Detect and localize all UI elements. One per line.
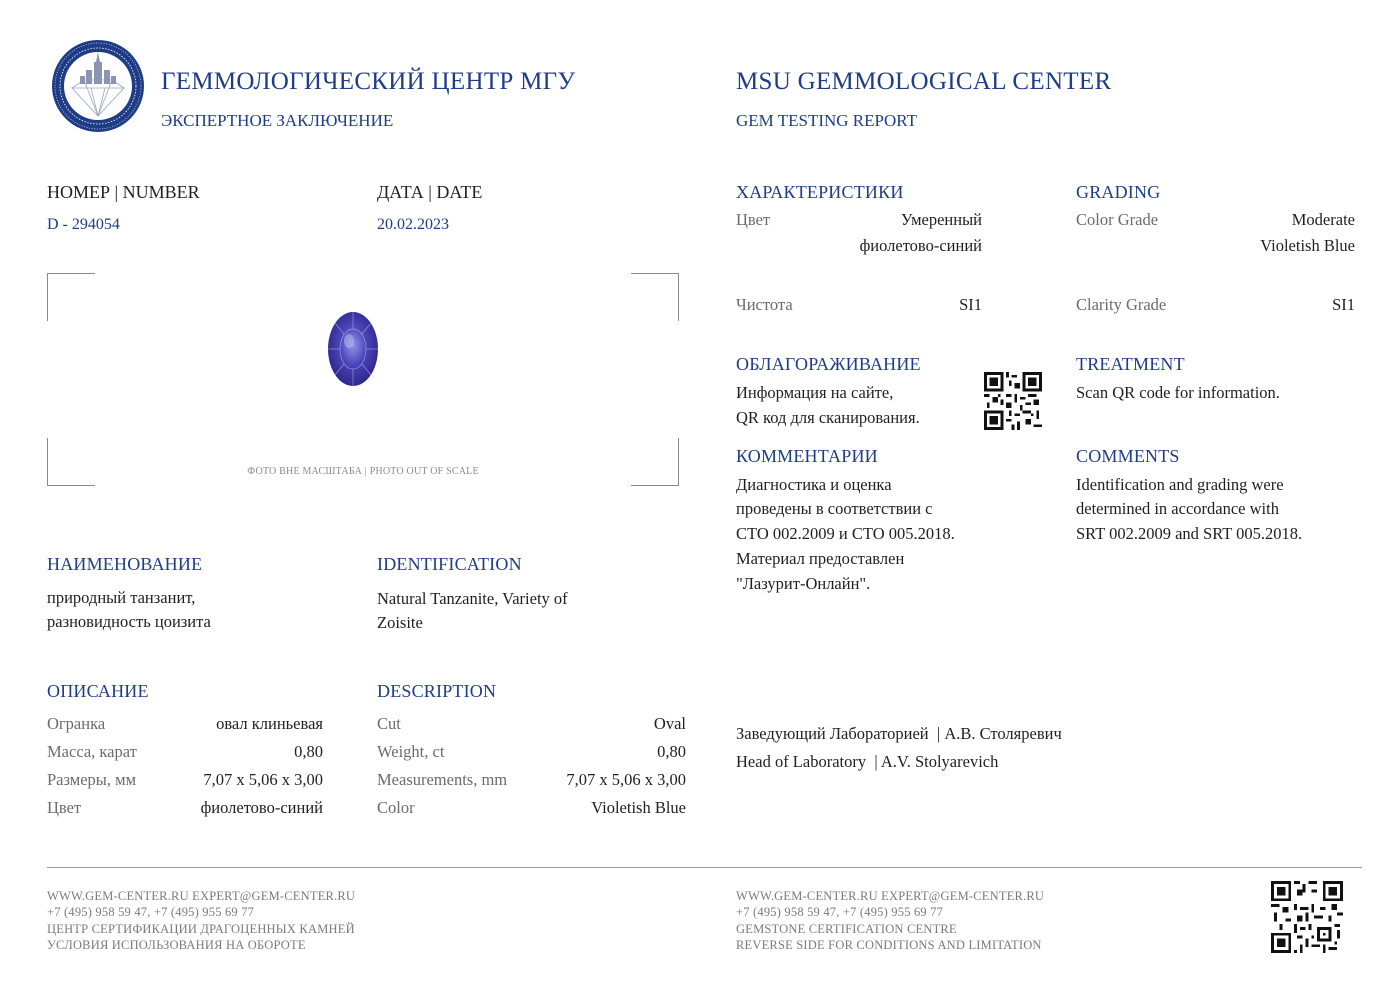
color-value-ru-line2: фиолетово-синий	[859, 236, 982, 255]
identification-text-en-line1: Natural Tanzanite, Variety of	[377, 589, 568, 608]
frame-corner	[631, 273, 679, 321]
header-title-en: MSU GEMMOLOGICAL CENTER	[736, 68, 1112, 95]
footer-conditions: REVERSE SIDE FOR CONDITIONS AND LIMITATION	[736, 937, 1042, 952]
comments-line-en: Identification and grading were	[1076, 475, 1284, 494]
row-key: Measurements, mm	[377, 770, 508, 789]
footer-phones: +7 (495) 958 59 47, +7 (495) 955 69 77	[47, 905, 255, 920]
comments-line-ru: проведены в соответствии с	[736, 499, 933, 518]
description-row-en	[377, 714, 686, 734]
comments-line-ru: Диагностика и оценка	[736, 475, 892, 494]
description-row-en	[377, 742, 686, 762]
frame-corner	[47, 273, 95, 321]
row-key: Масса, карат	[47, 742, 137, 761]
color-value-ru-line1: Умеренный	[900, 210, 982, 229]
comments-heading-en: COMMENTS	[1076, 446, 1180, 466]
footer-contacts: WWW.GEM-CENTER.RU EXPERT@GEM-CENTER.RU	[736, 889, 1045, 903]
row-value: 7,07 x 5,06 x 3,00	[566, 770, 686, 789]
footer-centre-name: ЦЕНТР СЕРТИФИКАЦИИ ДРАГОЦЕННЫХ КАМНЕЙ	[47, 921, 355, 936]
footer-conditions: УСЛОВИЯ ИСПОЛЬЗОВАНИЯ НА ОБОРОТЕ	[47, 937, 306, 952]
number-label: НОМЕР | NUMBER	[47, 182, 200, 202]
comments-line-ru: СТО 002.2009 и СТО 005.2018.	[736, 524, 955, 543]
footer-right	[736, 888, 1044, 953]
footer-qr-code-icon[interactable]	[1271, 881, 1343, 953]
description-row-en	[377, 770, 686, 790]
header-title-ru: ГЕММОЛОГИЧЕСКИЙ ЦЕНТР МГУ	[161, 68, 576, 95]
color-key-ru: Цвет	[736, 210, 771, 229]
treatment-text-ru-line2: QR код для сканирования.	[736, 408, 920, 427]
row-key: Weight, ct	[377, 742, 445, 761]
header-subtitle-en: GEM TESTING REPORT	[736, 111, 917, 130]
footer-divider	[47, 867, 1362, 868]
identification-text-en-line2: Zoisite	[377, 613, 423, 632]
footer-contacts: WWW.GEM-CENTER.RU EXPERT@GEM-CENTER.RU	[47, 889, 356, 903]
comments-heading-ru: КОММЕНТАРИИ	[736, 446, 878, 466]
description-heading-ru: ОПИСАНИЕ	[47, 681, 149, 701]
treatment-heading-en: TREATMENT	[1076, 354, 1185, 374]
date-label: ДАТА | DATE	[377, 182, 483, 202]
color-value-en-line1: Moderate	[1291, 210, 1355, 229]
gemstone-photo-icon	[327, 311, 379, 387]
row-key: Размеры, мм	[47, 770, 137, 789]
row-value: Violetish Blue	[591, 798, 686, 817]
footer-left	[47, 888, 355, 953]
treatment-text-en: Scan QR code for information.	[1076, 383, 1280, 402]
photo-frame	[47, 273, 679, 486]
treatment-text-ru-line1: Информация на сайте,	[736, 383, 894, 402]
color-value-en-line2: Violetish Blue	[1260, 236, 1355, 255]
photo-scale-note: ФОТО ВНЕ МАСШТАБА | PHOTO OUT OF SCALE	[247, 466, 479, 477]
grading-heading-en: GRADING	[1076, 182, 1161, 202]
row-key: Огранка	[47, 714, 106, 733]
row-key: Cut	[377, 714, 401, 733]
color-key-en: Color Grade	[1076, 210, 1159, 229]
description-row-ru	[47, 770, 323, 790]
footer-centre-name: GEMSTONE CERTIFICATION CENTRE	[736, 921, 957, 936]
treatment-heading-ru: ОБЛАГОРАЖИВАНИЕ	[736, 354, 921, 374]
row-value: фиолетово-синий	[200, 798, 323, 817]
comments-line-en: determined in accordance with	[1076, 499, 1279, 518]
identification-heading-ru: НАИМЕНОВАНИЕ	[47, 554, 203, 574]
qr-code-icon[interactable]	[984, 372, 1042, 430]
date-value: 20.02.2023	[377, 216, 449, 233]
description-row-en	[377, 798, 686, 818]
row-value: 7,07 x 5,06 x 3,00	[203, 770, 323, 789]
signature-line-ru: Заведующий Лабораторией | А.В. Столяревич	[736, 724, 1062, 743]
row-key: Цвет	[47, 798, 82, 817]
frame-corner	[47, 438, 95, 486]
description-heading-en: DESCRIPTION	[377, 681, 497, 701]
identification-text-ru-line2: разновидность цоизита	[47, 612, 211, 631]
row-value: Oval	[653, 714, 686, 733]
comments-line-ru: Материал предоставлен	[736, 549, 905, 568]
clarity-key-en: Clarity Grade	[1076, 295, 1167, 314]
frame-corner	[631, 438, 679, 486]
identification-text-ru-line1: природный танзанит,	[47, 588, 196, 607]
clarity-value-en: SI1	[1332, 295, 1355, 314]
description-row-ru	[47, 742, 323, 762]
number-value: D - 294054	[47, 216, 120, 233]
grading-heading-ru: ХАРАКТЕРИСТИКИ	[736, 182, 904, 202]
description-row-ru	[47, 714, 323, 734]
row-key: Color	[377, 798, 415, 817]
row-value: овал клиньевая	[216, 714, 323, 733]
clarity-value-ru: SI1	[959, 295, 982, 314]
comments-line-ru: "Лазурит-Онлайн".	[736, 574, 871, 593]
signature-line-en: Head of Laboratory | A.V. Stolyarevich	[736, 752, 999, 771]
row-value: 0,80	[294, 742, 323, 761]
description-row-ru	[47, 798, 323, 818]
comments-line-en: SRT 002.2009 and SRT 005.2018.	[1076, 524, 1303, 543]
msu-seal-logo-icon	[50, 38, 146, 134]
clarity-key-ru: Чистота	[736, 295, 793, 314]
footer-phones: +7 (495) 958 59 47, +7 (495) 955 69 77	[736, 905, 944, 920]
header-subtitle-ru: ЭКСПЕРТНОЕ ЗАКЛЮЧЕНИЕ	[161, 111, 394, 130]
row-value: 0,80	[657, 742, 686, 761]
identification-heading-en: IDENTIFICATION	[377, 554, 522, 574]
